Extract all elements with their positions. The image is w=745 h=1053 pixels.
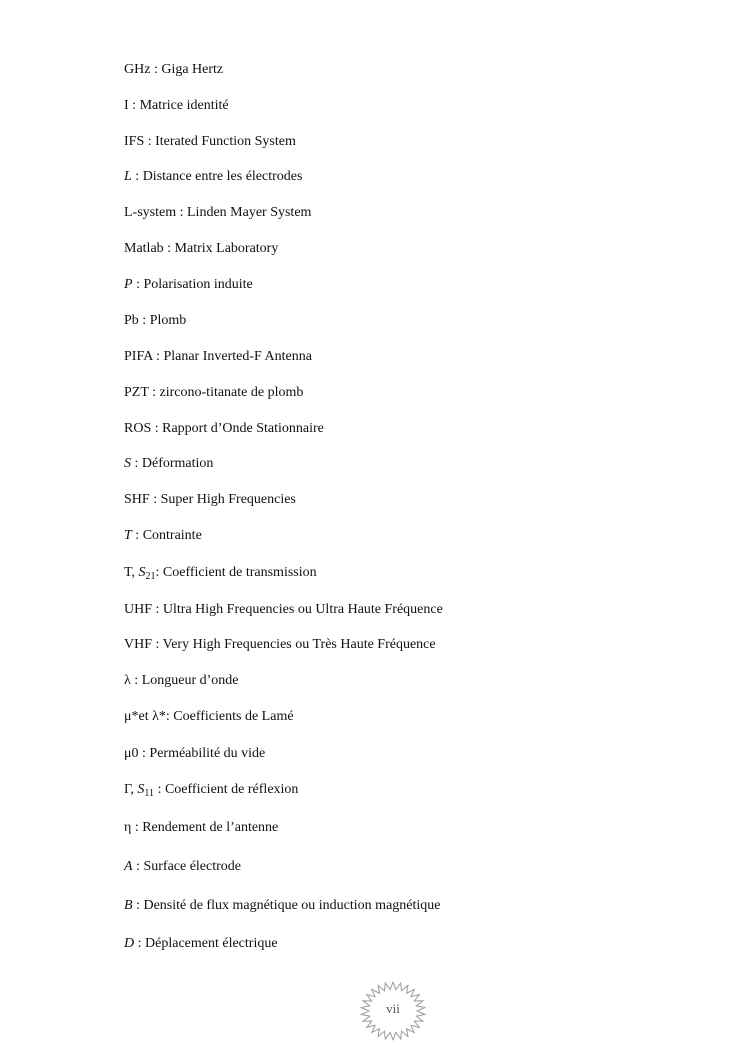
entry-abbr: PZT — [124, 385, 149, 400]
entry-sep: : — [130, 673, 142, 688]
entry-abbr: I — [124, 98, 129, 113]
entry-abbr: UHF — [124, 602, 153, 617]
list-item — [124, 347, 312, 367]
entry-desc: zircono-titanate de plomb — [159, 385, 304, 400]
list-item — [124, 419, 324, 439]
entry-sep: : — [150, 62, 162, 77]
entry-desc: Densité de flux magnétique ou induction magnétique — [143, 898, 441, 913]
entry-abbr: L — [124, 169, 132, 184]
entry-desc: Surface électrode — [143, 859, 242, 874]
list-item — [124, 671, 239, 691]
entry-abbr: λ — [124, 673, 131, 688]
list-item — [124, 707, 294, 727]
entry-desc: Iterated Function System — [155, 134, 296, 149]
list-item — [124, 635, 436, 655]
page-number: vii — [386, 1001, 400, 1016]
entry-sep: : — [149, 492, 161, 507]
entry-abbr: IFS — [124, 134, 145, 149]
entry-abbr: μ*et λ* — [124, 709, 166, 724]
entry-sep: : — [132, 898, 144, 913]
entry-desc: Coefficients de Lamé — [173, 709, 294, 724]
entry-abbr: SHF — [124, 492, 150, 507]
list-item — [124, 490, 296, 510]
entry-sep: : — [152, 637, 163, 652]
list-item — [124, 744, 265, 764]
entry-desc: Coefficient de transmission — [162, 565, 317, 580]
entry-abbr: B — [124, 898, 133, 913]
entry-abbr: D — [124, 936, 135, 951]
entry-desc: Ultra High Frequencies ou Ultra Haute Fréquence — [162, 602, 443, 617]
entry-desc: Polarisation induite — [143, 277, 253, 292]
list-item — [124, 454, 213, 474]
entry-desc: Super High Frequencies — [160, 492, 296, 507]
entry-desc: Déformation — [141, 456, 214, 471]
list-item — [124, 275, 253, 295]
entry-sep: : — [155, 565, 163, 580]
entry-abbr: T, — [124, 565, 139, 580]
entry-sep: : — [131, 528, 143, 543]
list-item — [124, 600, 443, 620]
list-item — [124, 896, 441, 916]
entry-sep: : — [148, 385, 160, 400]
entry-abbr: Matlab — [124, 241, 164, 256]
list-item — [124, 526, 202, 546]
list-item — [124, 239, 278, 259]
entry-abbr: PIFA — [124, 349, 153, 364]
entry-abbr: P — [124, 277, 133, 292]
entry-desc: Matrix Laboratory — [174, 241, 279, 256]
entry-sep: : — [163, 241, 175, 256]
entry-sep: : — [131, 820, 143, 835]
entry-abbr: η — [124, 820, 132, 835]
entry-desc: Distance entre les électrodes — [142, 169, 303, 184]
entry-sep: : — [128, 98, 140, 113]
entry-desc: Matrice identité — [139, 98, 229, 113]
entry-symbol: S — [138, 565, 146, 580]
entry-desc: Coefficient de réflexion — [164, 782, 299, 797]
entry-subscript: 21 — [145, 571, 156, 582]
list-item — [124, 383, 303, 403]
entry-desc: Very High Frequencies ou Très Haute Fréquence — [162, 637, 436, 652]
list-item — [124, 203, 311, 223]
entry-abbr: Pb — [124, 313, 139, 328]
list-item — [124, 60, 223, 80]
list-item — [124, 780, 298, 800]
entry-symbol: S — [137, 782, 145, 797]
entry-abbr: Γ, — [124, 782, 138, 797]
entry-sep: : — [131, 169, 143, 184]
list-item — [124, 311, 186, 331]
list-item — [124, 818, 278, 838]
entry-abbr: A — [124, 859, 133, 874]
entry-sep: : — [134, 936, 146, 951]
entry-abbr: S — [124, 456, 131, 471]
entry-abbr: T — [124, 528, 132, 543]
entry-abbr: GHz — [124, 62, 151, 77]
entry-desc: Perméabilité du vide — [149, 746, 266, 761]
entry-abbr: VHF — [124, 637, 153, 652]
entry-sep: : — [152, 602, 163, 617]
entry-desc: Giga Hertz — [161, 62, 224, 77]
list-item — [124, 96, 229, 116]
entry-sep: : — [138, 313, 150, 328]
entry-subscript: 11 — [144, 788, 155, 799]
entry-abbr: ROS — [124, 421, 152, 436]
entry-desc: Planar Inverted-F Antenna — [163, 349, 312, 364]
entry-sep: : — [132, 859, 144, 874]
list-item — [124, 167, 302, 187]
entry-sep: : — [154, 782, 165, 797]
page-footer — [357, 981, 429, 1041]
entry-sep: : — [151, 421, 163, 436]
list-item — [124, 563, 317, 583]
entry-sep: : — [138, 746, 150, 761]
entry-sep: : — [131, 456, 142, 471]
list-item — [124, 934, 278, 954]
entry-desc: Déplacement électrique — [145, 936, 278, 951]
entry-desc: Longueur d’onde — [141, 673, 239, 688]
entry-desc: Rapport d’Onde Stationnaire — [162, 421, 324, 436]
list-item — [124, 857, 241, 877]
entry-sep: : — [176, 205, 187, 220]
entry-desc: Rendement de l’antenne — [142, 820, 279, 835]
entry-desc: Linden Mayer System — [187, 205, 312, 220]
entry-desc: Contrainte — [142, 528, 202, 543]
entry-abbr: L-system — [124, 205, 177, 220]
entry-sep: : — [165, 709, 174, 724]
entry-sep: : — [152, 349, 164, 364]
entry-sep: : — [144, 134, 156, 149]
entry-abbr: μ0 — [124, 746, 139, 761]
entry-desc: Plomb — [149, 313, 187, 328]
list-item — [124, 132, 296, 152]
entry-sep: : — [132, 277, 144, 292]
